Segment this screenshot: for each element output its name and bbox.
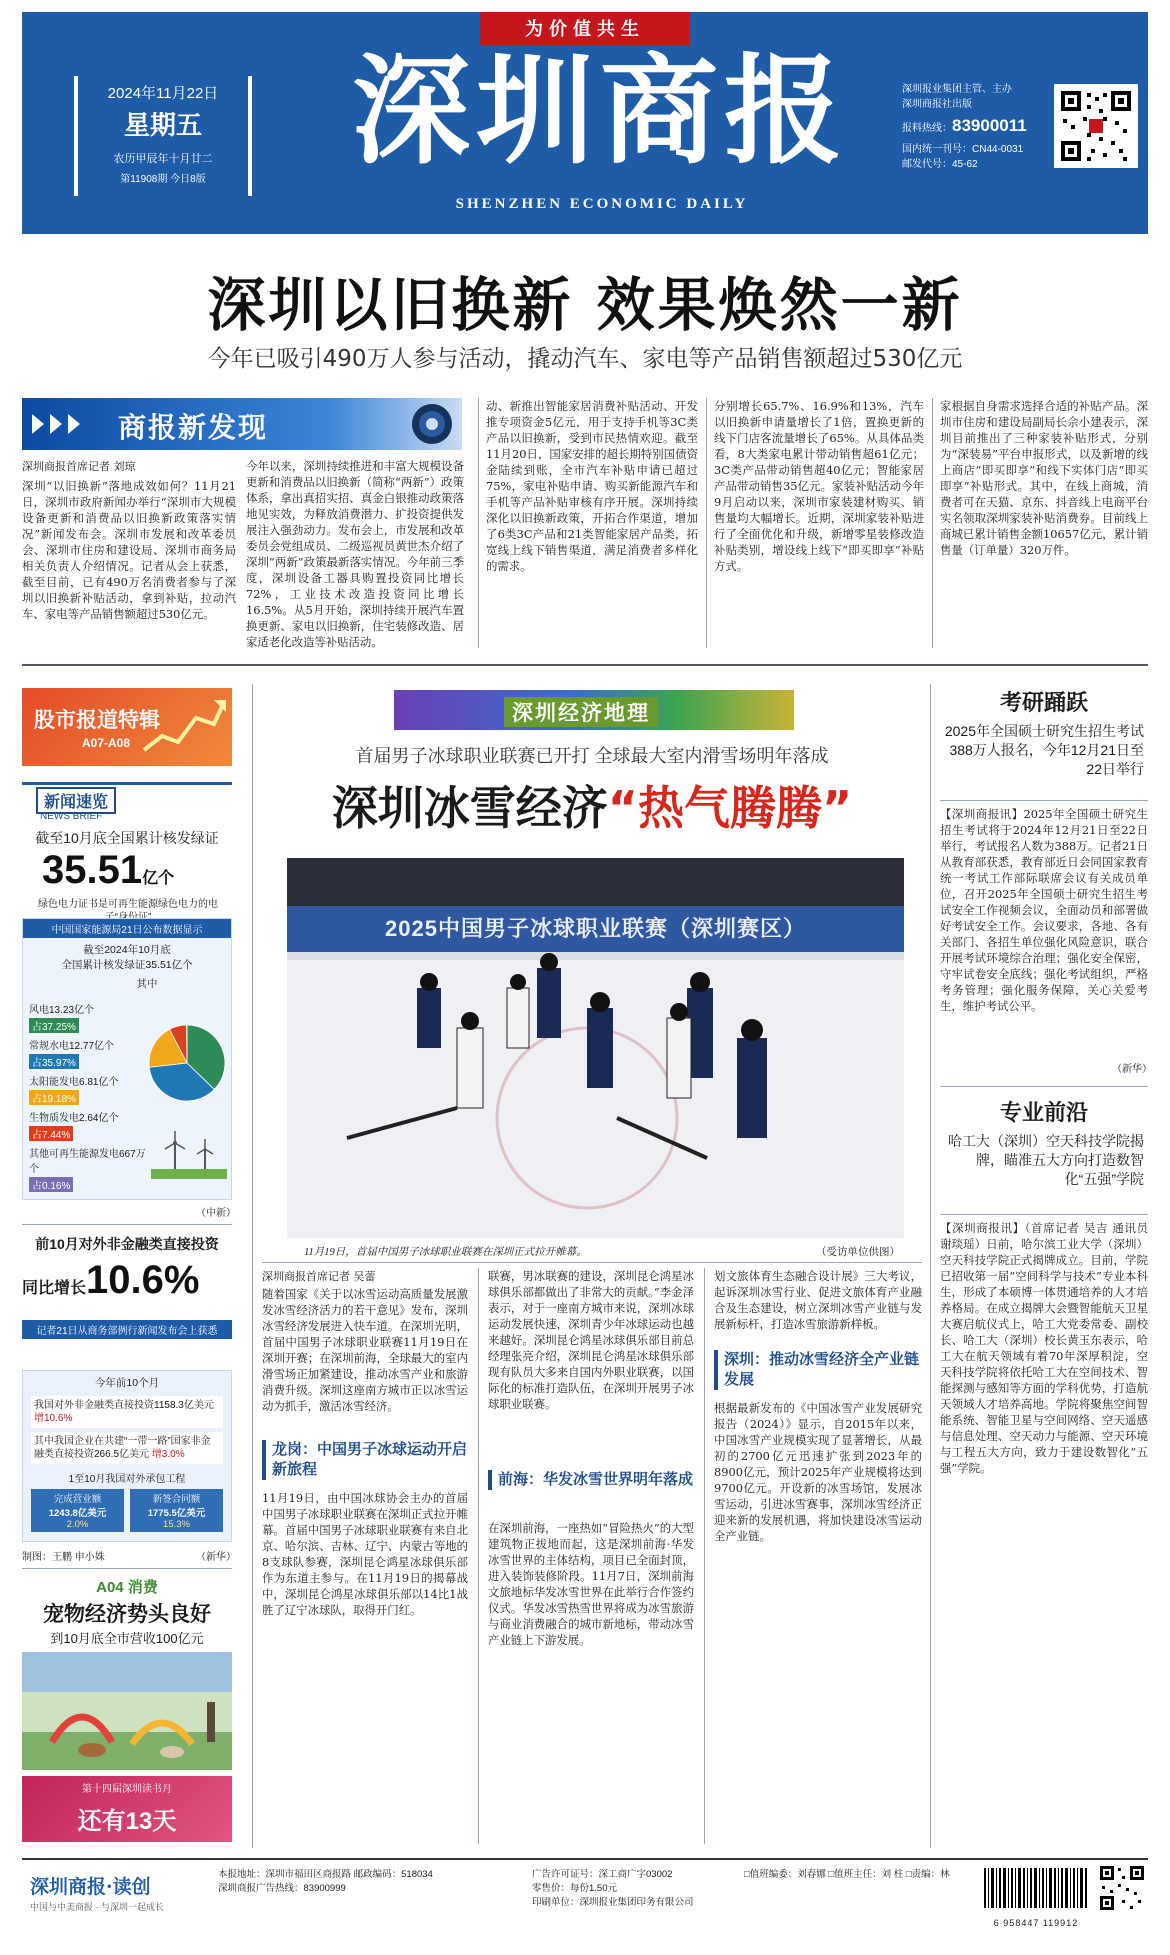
right-item-body: 【深圳商报讯】（首席记者 吴吉 通讯员 谢琰瑶）日前，哈尔滨工业大学（深圳）空天科技学院正式揭牌成立。目前，学院已招收第一届“空间科学与技术”专业本科生，形成了本硕博一体贯通培养的人才培养格局。在成立揭牌大会暨智能航天卫星大赛启航仪式上，哈工大党委常委、副校长、哈工大（深圳）校长黄玉东表示，哈工大在航天领域有着70年深厚积淀，空天科技学院将依托哈工大在空间技术、智能探测与感知等方面的学科优势，打造航天领域人才培养高地。学院将聚焦空间智能系统、智能卫星与空间网络、空天遥感与信息处理、空天动力与能源、空天环境与工程五大方向，致力于建设数智化“五强”学院。 <box>940 1221 1148 1475</box>
fdi-period: 今年前10个月 <box>94 1377 160 1389</box>
column-divider <box>252 684 253 1848</box>
breakdown-name: 风电13.23亿个 <box>29 1005 95 1016</box>
breakdown-name: 常规水电12.77亿个 <box>29 1041 115 1052</box>
breakdown-share: 占0.16% <box>29 1177 73 1192</box>
breakdown-share: 占35.97% <box>29 1054 79 1069</box>
breakdown-name: 太阳能发电6.81亿个 <box>29 1077 119 1088</box>
section-divider <box>262 1262 922 1263</box>
feature-kicker: 首届男子冰球职业联赛已开打 全球最大室内滑雪场明年落成 <box>355 746 829 766</box>
wind-turbine-icon <box>151 1129 227 1179</box>
feature-column-3: 划文旅体育生态融合设计展》三大考议，起诉深圳冰雪行业、促进文旅体育产业融合及生态建设，树立深圳冰雪产业链与发展新标杆，打造冰雪旅游新样板。 <box>714 1269 922 1331</box>
column-divider <box>478 1268 479 1844</box>
breakdown-share: 占7.44% <box>29 1126 73 1141</box>
slogan-banner: 为价值共生 <box>480 12 690 46</box>
section-divider <box>22 664 1148 666</box>
lead-column-3: 动、新推出智能家居消费补贴活动、开发推专项资金5亿元，用于支持手机等3C类产品以旧换新，受到市民热情欢迎。截至11月20日，国家安排的超长期特别国债资金陆续到账，全市汽车补贴申请已超过75%，家电补贴申请、购买新能源汽车和手机等产品补贴审核有序开展。深圳持续深化以旧换新政策，开拓合作渠道，增加了6类3C产品和21类智能家居产品类，拓宽线上线下销售渠道，满足消费者多样化的需求。 <box>486 399 698 573</box>
news-brief-en: NEWS BRIEF <box>40 811 103 822</box>
news-brief-title: 新闻速览 <box>36 787 116 814</box>
green-cert-pie-chart <box>147 1023 227 1103</box>
green-cert-infographic <box>22 918 232 1200</box>
barcode-icon <box>982 1866 1090 1918</box>
lead-headline: 深圳以旧换新 效果焕然一新 <box>207 271 963 339</box>
date-box <box>74 76 252 196</box>
column-divider <box>704 1268 705 1844</box>
postal-code: 邮发代号：45-62 <box>902 159 978 170</box>
footer-address: 本报地址：深圳市福田区商报路 邮政编码：518034 深圳商报广告热线：83900999 <box>218 1869 433 1894</box>
lead-byline: 深圳商报首席记者 刘琼 <box>22 460 136 473</box>
lead-column-5: 家根据自身需求选择合适的补贴产品。深圳市住房和建设局副局长佘小建表示，深圳目前推出了三种家装补贴形式，分别为“深装易”平台申报形式，以及新增的线上商店“即买即享”和线下实体门店“即买即享”补贴形式。其中，在线上商城，消费者可在天猫、京东、抖音线上电商平台实名领取深圳家装补贴消费券。目前线上商城已累计销售金额10657亿元，累计销售量（订单量）320万件。 <box>940 399 1148 557</box>
issue-number: 第11908期 今日8版 <box>120 174 206 185</box>
footer-editors: □值班编委：刘春娜 □值班主任：刘 柱 □责编：林 <box>744 1869 950 1880</box>
fdi-headline: 同比增长10.6% <box>22 1258 200 1302</box>
arrow-icon <box>32 412 88 436</box>
footer-logo: 深圳商报·读创 <box>30 1876 151 1898</box>
section-divider <box>940 800 1148 801</box>
fdi-source: 记者21日从商务部例行新闻发布会上获悉 <box>22 1320 232 1339</box>
discovery-banner-label: 商报新发现 <box>118 412 269 443</box>
fdi-credit: 制图：王鹏 申小姝 <box>22 1552 105 1563</box>
qr-code-icon[interactable] <box>1054 84 1138 168</box>
pet-park-photo <box>22 1652 232 1770</box>
feature-column-2b: 在深圳前海，一座热如“冒险热火”的大型建筑物正拔地而起，这是深圳前海·华发冰雪世界的主体结构，项目已全面封顶，进入装饰装修阶段。11月7日，深圳前海文旅地标华发冰雪世界在此举行合作签约仪式。华发冰雪热雪世界将成为冰雪旅游与商业消费融合的城市新地标，带动冰雪产业链上下游发展。 <box>488 1521 694 1647</box>
discovery-banner <box>22 398 462 450</box>
footer-qr-code-icon[interactable] <box>1098 1864 1146 1912</box>
newspaper-title: 深圳商报 <box>352 47 849 178</box>
infographic-breakdown <box>29 1001 147 1194</box>
right-item-deck: 2025年全国硕士研究生招生考试388万人报名，今年12月21日至22日举行 <box>944 723 1144 777</box>
photo-banner-text: 2025中国男子冰球职业联赛（深圳赛区） <box>385 916 806 941</box>
fdi-source-credit: （新华） <box>196 1552 236 1563</box>
feature-subhead: 前海：华发冰雪世界明年落成 <box>488 1470 694 1490</box>
section-banner <box>394 690 794 730</box>
stock-banner-title: 股市报道特辑 <box>34 709 160 732</box>
column-divider <box>478 398 479 648</box>
brief-item-title: 截至10月底全国累计核发绿证 <box>35 830 219 846</box>
cn-number: 国内统一刊号：CN44-0031 <box>902 144 1024 155</box>
fdi-contract-cell: 新签合同额 1775.5亿美元 15.3% <box>130 1489 223 1532</box>
countdown-label: 第十四届深圳读书月 <box>82 1784 172 1795</box>
fdi-infographic <box>22 1370 232 1542</box>
weekday: 星期五 <box>123 110 202 140</box>
infographic-date: 截至2024年10月底 <box>83 944 171 956</box>
footer <box>22 1858 1148 1938</box>
breakdown-share: 占19.18% <box>29 1090 79 1105</box>
feature-column-1: 随着国家《关于以冰雪运动高质量发展激发冰雪经济活力的若干意见》发布，深圳冰雪经济发展进入快车道。在深圳光明，首届中国男子冰球职业联赛11月19日在深圳开赛；在深圳前海，全球最大的室内滑雪场正加紧建设，推动冰雪产业和旅游消费升级。深圳这座南方城市正以冰雪运动为抓手，激活冰雪经济。 <box>262 1287 468 1413</box>
footer-license: 广告许可证号：深工商广字03002 零售价：每份1.50元 印刷单位：深圳报业集团印务有限公司 <box>532 1869 694 1908</box>
infographic-source: 中国国家能源局21日公布数据显示 <box>23 919 231 938</box>
infographic-total: 全国累计核发绿证35.51亿个 <box>61 959 193 971</box>
feature-column-1b: 11月19日，由中国冰球协会主办的首届中国男子冰球职业联赛在深圳正式拉开帷幕。首届中国男子冰球职业联赛有来自北京、哈尔滨、吉林、辽宁、内蒙古等地的8支球队参赛，深圳昆仑鸿星冰球俱乐部作为东道主参与。在11月19日的揭幕战中，深圳昆仑鸿星冰球俱乐部以14比1战胜了辽宁冰球队，取得开门红。 <box>262 1491 468 1617</box>
footer-logo-sub: 中国与中美商报 · 与深圳一起成长 <box>30 1902 164 1912</box>
publisher-line: 深圳商报社出版 <box>902 99 972 110</box>
consumer-tag: A04 消费 <box>96 1579 158 1596</box>
right-item-deck: 哈工大（深圳）空天科技学院揭牌，瞄准五大方向打造数智化“五强”学院 <box>948 1133 1144 1187</box>
barcode-number: 6 958447 119912 <box>993 1918 1079 1928</box>
lead-column-2: 今年以来，深圳持续推进和丰富大规模设备更新和消费品以旧换新（简称“两新”）政策体系，拿出真招实招、真金白银推动政策落地见实效，为释放消费潜力、扩投资提供发展注入强劲动力。发布会上，市发展和改革委员会党组成员、二级巡视员黄世杰介绍了深圳“两新”政策最新落实情况。今年前三季度，深圳设备工器具购置投资同比增长72%，工业技术改造投资同比增长16.5%。从5月开始，深圳持续开展汽车置换更新、家电以旧换新，住宅装修改造、居家适老化改造等补贴活动。 <box>246 459 464 648</box>
reading-month-countdown <box>22 1776 232 1842</box>
feature-byline: 深圳商报首席记者 吴蕾 <box>262 1270 376 1283</box>
lead-column-1: 深圳“以旧换新”落地成效如何？11月21日，深圳市政府新闻办举行“深圳市大规模设备更新和消费品以旧换新政策落实情况”新闻发布会。深圳市发展和改革委员会、深圳市住房和建设局、深圳市商务局相关负责人介绍情况。记者从会上获悉，截至目前，已有490万名消费者参与了深圳以旧换新补贴活动，拿到补贴，拉动汽车、家电等产品销售额超过530亿元。 <box>22 479 236 621</box>
newspaper-title-en: SHENZHEN ECONOMIC DAILY <box>455 196 749 212</box>
section-divider <box>940 1214 1148 1215</box>
fdi-contract-cells <box>31 1489 223 1532</box>
breakdown-share: 占37.25% <box>29 1018 79 1033</box>
right-item-source: （新华） <box>1112 1064 1152 1075</box>
infographic-credit: （中新） <box>196 1208 236 1219</box>
ice-hockey-photo <box>287 858 904 1238</box>
brief-item-number: 35.51亿个 <box>42 848 175 892</box>
feature-headline: 深圳冰雪经济“热气腾腾” <box>331 781 853 835</box>
countdown-value: 还有13天 <box>77 1808 177 1835</box>
breakdown-name: 其他可再生能源发电667万个 <box>29 1149 146 1175</box>
feature-column-3b: 根据最新发布的《中国冰雪产业发展研究报告（2024）》显示，自2015年以来，中国冰雪产业规模实现了显著增长，从最初的2700亿元迅速扩张到2023年的8900亿元，预计2025年产业规模将达到9700亿元。开设新的冰雪场馆，发展冰雪运动，引进冰雪赛事，深圳冰雪经济正迎来新的发展机遇，将加快建设冰雪运动全产业链。 <box>714 1401 922 1543</box>
feature-subhead: 深圳：推动冰雪经济全产业链发展 <box>714 1350 922 1390</box>
column-divider <box>932 398 933 648</box>
lead-subheadline: 今年已吸引490万人参与活动，撬动汽车、家电等产品销售额超过530亿元 <box>207 346 963 372</box>
photo-credit: （受访单位供图） <box>816 1247 900 1258</box>
column-divider <box>706 398 707 648</box>
right-item-title: 专业前沿 <box>999 1100 1088 1125</box>
fdi-row: 其中我国企业在共建“一带一路”国家非金融类直接投资266.5亿美元 增3.0% <box>31 1432 223 1464</box>
fdi-row: 我国对外非金融类直接投资1158.3亿美元 增10.6% <box>31 1396 223 1428</box>
publisher-info <box>902 82 1052 172</box>
camera-lens-icon <box>410 402 454 446</box>
stock-banner-pages: A07-A08 <box>82 736 131 750</box>
fdi-contract-title: 1至10月我国对外承包工程 <box>68 1474 186 1485</box>
issue-date: 2024年11月22日 <box>107 85 219 102</box>
section-divider <box>940 1086 1148 1087</box>
photo-caption: 11月19日，首届中国男子冰球职业联赛在深圳正式拉开帷幕。 <box>304 1247 587 1258</box>
breakdown-name: 生物质发电2.64亿个 <box>29 1113 119 1124</box>
fdi-contract-cell: 完成营业额 1243.8亿美元 2.0% <box>31 1489 124 1532</box>
section-banner-label: 深圳经济地理 <box>504 697 658 727</box>
consumer-subtitle: 到10月底全市营收100亿元 <box>50 1631 204 1646</box>
infographic-among: 其中 <box>136 978 158 990</box>
brief-item-subtitle: 绿色电力证书是可再生能源绿色电力的电 <box>38 899 218 910</box>
section-divider <box>22 1568 232 1569</box>
column-divider <box>930 684 931 1848</box>
right-item-body: 【深圳商报讯】2025年全国硕士研究生招生考试将于2024年12月21日至22日举行，考试报名人数为388万。记者21日从教育部获悉，教育部近日会同国家教育统一考试工作部际联席会议有关成员单位，召开2025年全国硕士研究生招生考试安全工作视频会议，全面动员和部署做好考试安全工作。会议要求，各地、各有关部门、各招生单位强化风险意识，联合开展考试环境综合治理；强化安全保密，守牢试卷安全底线；强化考试组织，严格考务管理；强化服务保障，关心关爱考生，维护考试公平。 <box>940 807 1148 1013</box>
lead-column-4: 分别增长65.7%、16.9%和13%，汽车以旧换新申请量增长了1倍，置换更新的线下门店客流量增长了65%。从具体品类看，8大类家电累计带动销售超61亿元；3C类产品带动销售超40亿元；智能家居产品带动销售35亿元。家装补贴活动今年9月启动以来，深圳市家装建材购买、销售量均大幅增长。近期，深圳家装补贴进行了全面优化和升级，新增零星装修改造补贴类别，增设线上线下“即买即享”补贴方式。 <box>714 399 924 573</box>
hotline: 报料热线：83900011 <box>902 116 1027 135</box>
feature-column-2: 联赛，男冰联赛的建设，深圳昆仑鸿星冰球俱乐部都做出了非常大的贡献。”李金泽表示，对于一座南方城市来说，深圳冰球运动发展快速，深圳青少年冰球运动也越来越好。深圳昆仑鸿星冰球俱乐部目前总经理张亮介绍，深圳昆仑鸿星冰球俱乐部现有队员大多来自国内外职业联赛，以国际化的标准打造队伍，在深圳开展男子冰球职业联赛。 <box>488 1269 694 1411</box>
publisher-line: 深圳报业集团主管、主办 <box>902 84 1012 95</box>
lunar-date: 农历甲辰年十月廿二 <box>113 153 213 165</box>
news-brief-header <box>22 782 232 822</box>
right-item-title: 考研踊跃 <box>999 690 1088 715</box>
consumer-title: 宠物经济势头良好 <box>43 1603 211 1626</box>
masthead <box>22 12 1148 234</box>
section-divider <box>22 1224 232 1225</box>
stock-special-banner[interactable] <box>22 688 232 766</box>
feature-subhead: 龙岗：中国男子冰球运动开启新旅程 <box>262 1440 468 1480</box>
fdi-title: 前10月对外非金融类直接投资 <box>35 1236 219 1252</box>
